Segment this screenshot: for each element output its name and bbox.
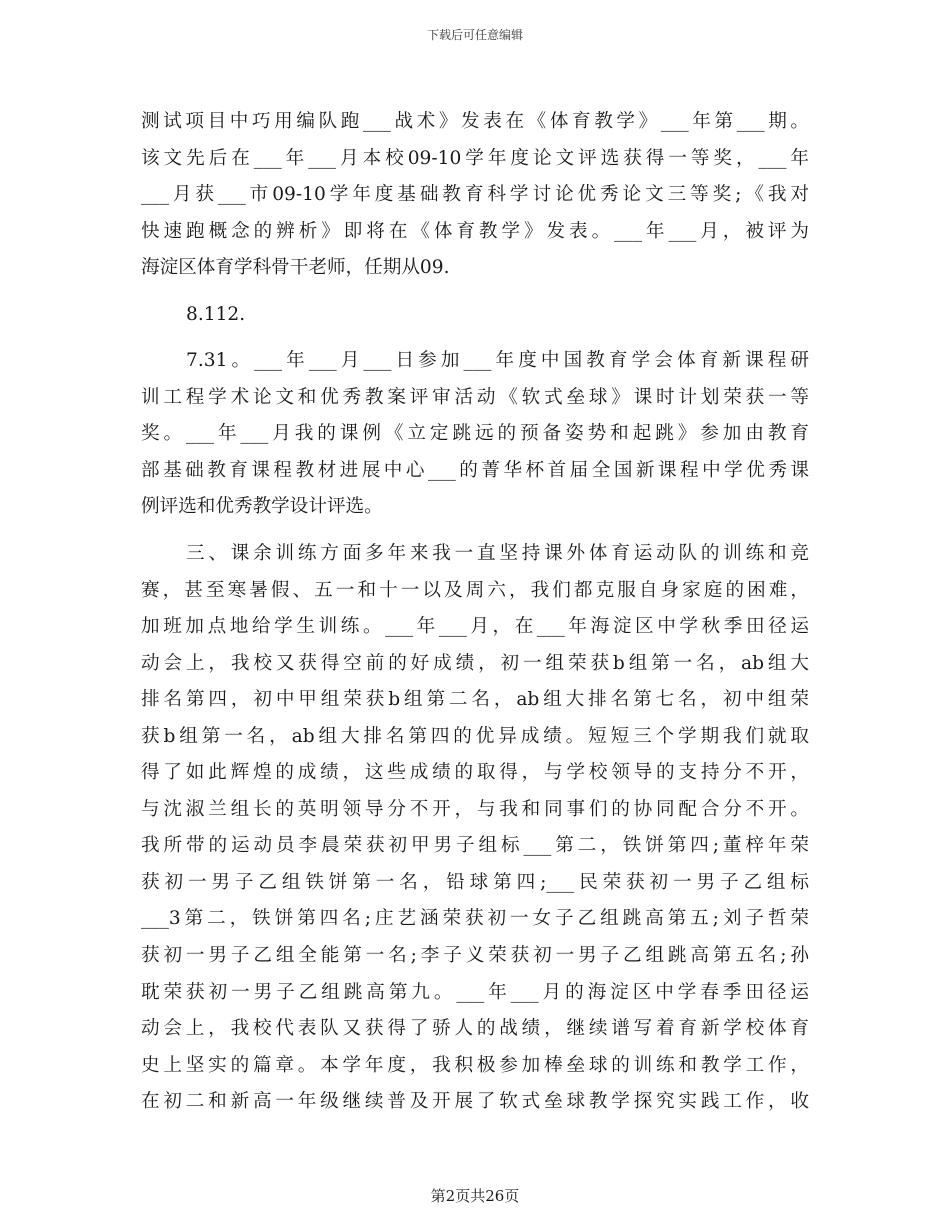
paragraph-2 bbox=[141, 297, 809, 334]
text-line: 史上坚实的篇章。本学年度，我积极参加棒垒球的训练和教学工作， bbox=[141, 1054, 809, 1076]
text-line: 获初一男子乙组全能第一名;李子义荣获初一男子乙组跳高第五名;孙 bbox=[141, 945, 809, 967]
paragraph-3 bbox=[141, 343, 809, 526]
text-line: ___3第二，铁饼第四名;庄艺涵荣获初一女子乙组跳高第五;刘子哲荣 bbox=[141, 908, 809, 930]
text-line: 8.112. bbox=[186, 303, 246, 325]
paragraph-1 bbox=[141, 104, 809, 287]
text-line: 测试项目中巧用编队跑___战术》发表在《体育教学》___年第___期。 bbox=[141, 111, 809, 132]
text-line: 赛，甚至寒暑假、五一和十一以及周六，我们都克服自身家庭的困难， bbox=[141, 579, 809, 601]
text-line: 获b组第一名，ab组大排名第四的优异成绩。短短三个学期我们就取 bbox=[141, 725, 809, 747]
text-line: 耽荣获初一男子乙组跳高第九。___年___月的海淀区中学春季田径运 bbox=[141, 981, 809, 1003]
text-line: 与沈淑兰组长的英明领导分不开，与我和同事们的协同配合分不开。 bbox=[141, 798, 809, 820]
text-line: 获初一男子乙组铁饼第一名，铅球第四;___民荣获初一男子乙组标 bbox=[141, 871, 809, 893]
text-line: 排名第四，初中甲组荣获b组第二名，ab组大排名第七名，初中组荣 bbox=[141, 689, 809, 711]
text-line: 加班加点地给学生训练。___年___月，在___年海淀区中学秋季田径运 bbox=[141, 616, 809, 638]
text-line: 海淀区体育学科骨干老师，任期从09. bbox=[141, 257, 450, 279]
text-line: 该文先后在___年___月本校09-10学年度论文评选获得一等奖，___年 bbox=[141, 147, 809, 169]
text-line: 训工程学术论文和优秀教案评审活动《软式垒球》课时计划荣获一等 bbox=[141, 386, 809, 408]
page-footer: 第2页共26页 bbox=[430, 1187, 520, 1205]
text-line: 7.31。___年___月___日参加___年度中国教育学会体育新课程研 bbox=[186, 350, 809, 372]
text-line: 得了如此辉煌的成绩，这些成绩的取得，与学校领导的支持分不开， bbox=[141, 762, 809, 784]
text-line: 奖。___年___月我的课例《立定跳远的预备姿势和起跳》参加由教育 bbox=[141, 423, 809, 445]
text-line: 在初二和新高一年级继续普及开展了软式垒球教学探究实践工作，收 bbox=[141, 1091, 809, 1113]
document-body bbox=[141, 104, 809, 1121]
text-line: 动会上，我校代表队又获得了骄人的战绩，继续谱写着育新学校体育 bbox=[141, 1018, 809, 1040]
text-line: 部基础教育课程教材进展中心___的菁华杯首届全国新课程中学优秀课 bbox=[141, 459, 809, 481]
paragraph-4 bbox=[141, 536, 809, 1121]
text-line: 我所带的运动员李晨荣获初甲男子组标___第二，铁饼第四;董梓年荣 bbox=[141, 835, 809, 857]
text-line: 动会上，我校又获得空前的好成绩，初一组荣获b组第一名，ab组大 bbox=[141, 652, 809, 674]
text-line: 例评选和优秀教学设计评选。 bbox=[141, 496, 383, 518]
text-line: 三、课余训练方面多年来我一直坚持课外体育运动队的训练和竞 bbox=[186, 543, 809, 565]
text-line: 快速跑概念的辨析》即将在《体育教学》发表。___年___月，被评为 bbox=[141, 220, 809, 242]
text-line: ___月获___市09-10学年度基础教育科学讨论优秀论文三等奖;《我对 bbox=[141, 184, 809, 206]
page-header: 下载后可任意编辑 bbox=[426, 28, 523, 42]
